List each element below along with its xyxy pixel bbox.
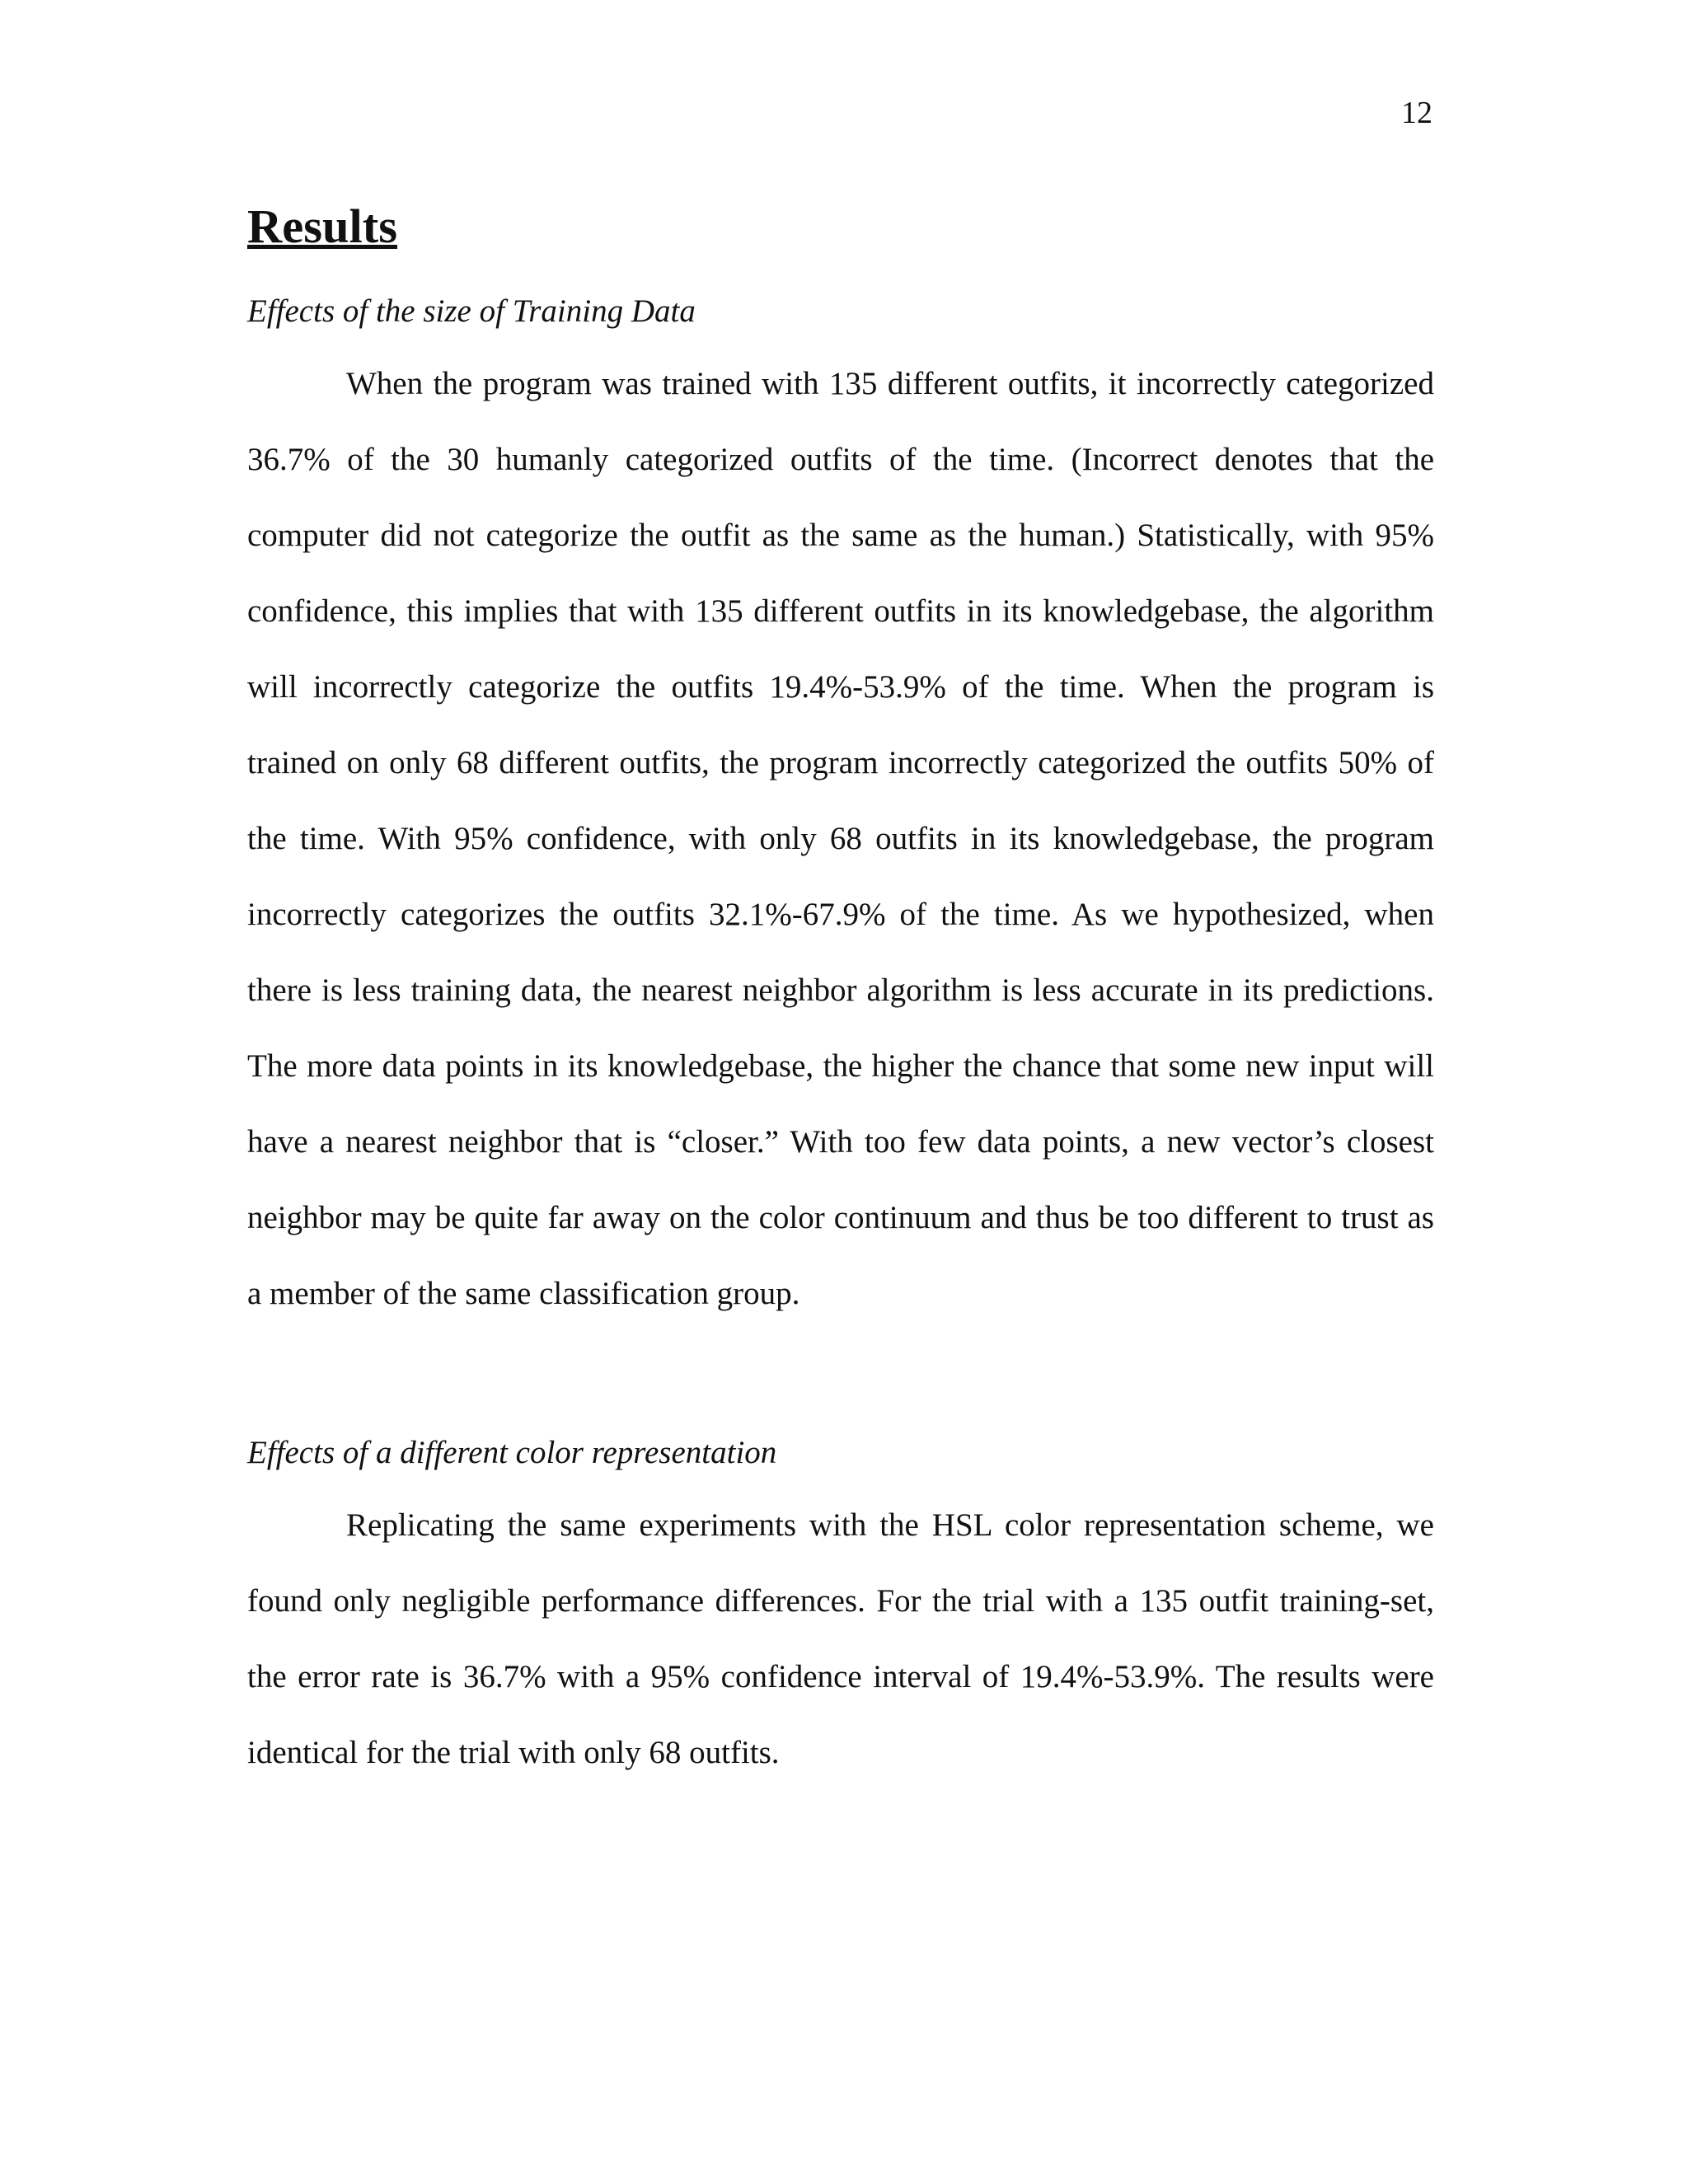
page-number: 12 <box>1401 96 1432 130</box>
training-data-subheading: Effects of the size of Training Data <box>247 293 696 330</box>
results-heading: Results <box>247 199 398 253</box>
training-data-paragraph: When the program was trained with 135 different outfits, it incorrectly categorized 36.7% of the 30 humanly categorized outfits of the time. (Incorrect denotes that the computer did not categorize the outfit as the same as the human.) Statistically, with 95% confidence, this implies that with 135 different outfits in its knowledgebase, the algorithm will incorrectly categorize the outfits 19.4%-53.9% of the time. When the program is trained on only 68 different outfits, the program incorrectly categorized the outfits 50% of the time. With 95% confidence, with only 68 outfits in its knowledgebase, the program incorrectly categorizes the outfits 32.1%-67.9% of the time. As we hypothesized, when there is less training data, the nearest neighbor algorithm is less accurate in its predictions. The more data points in its knowledgebase, the higher the chance that some new input will have a nearest neighbor that is “closer.” With too few data points, a new vector’s closest neighbor may be quite far away on the color continuum and thus be too different to trust as a member of the same classification group. <box>247 365 1434 1311</box>
color-representation-paragraph: Replicating the same experiments with the HSL color representation scheme, we found only negligible performance differences. For the trial with a 135 outfit training-set, the error rate is 36.7% with a 95% confidence interval of 19.4%-53.9%. The results were identical for the trial with only 68 outfits. <box>247 1507 1434 1770</box>
color-representation-subheading: Effects of a different color representation <box>247 1434 777 1470</box>
results-section <box>247 198 1434 1791</box>
